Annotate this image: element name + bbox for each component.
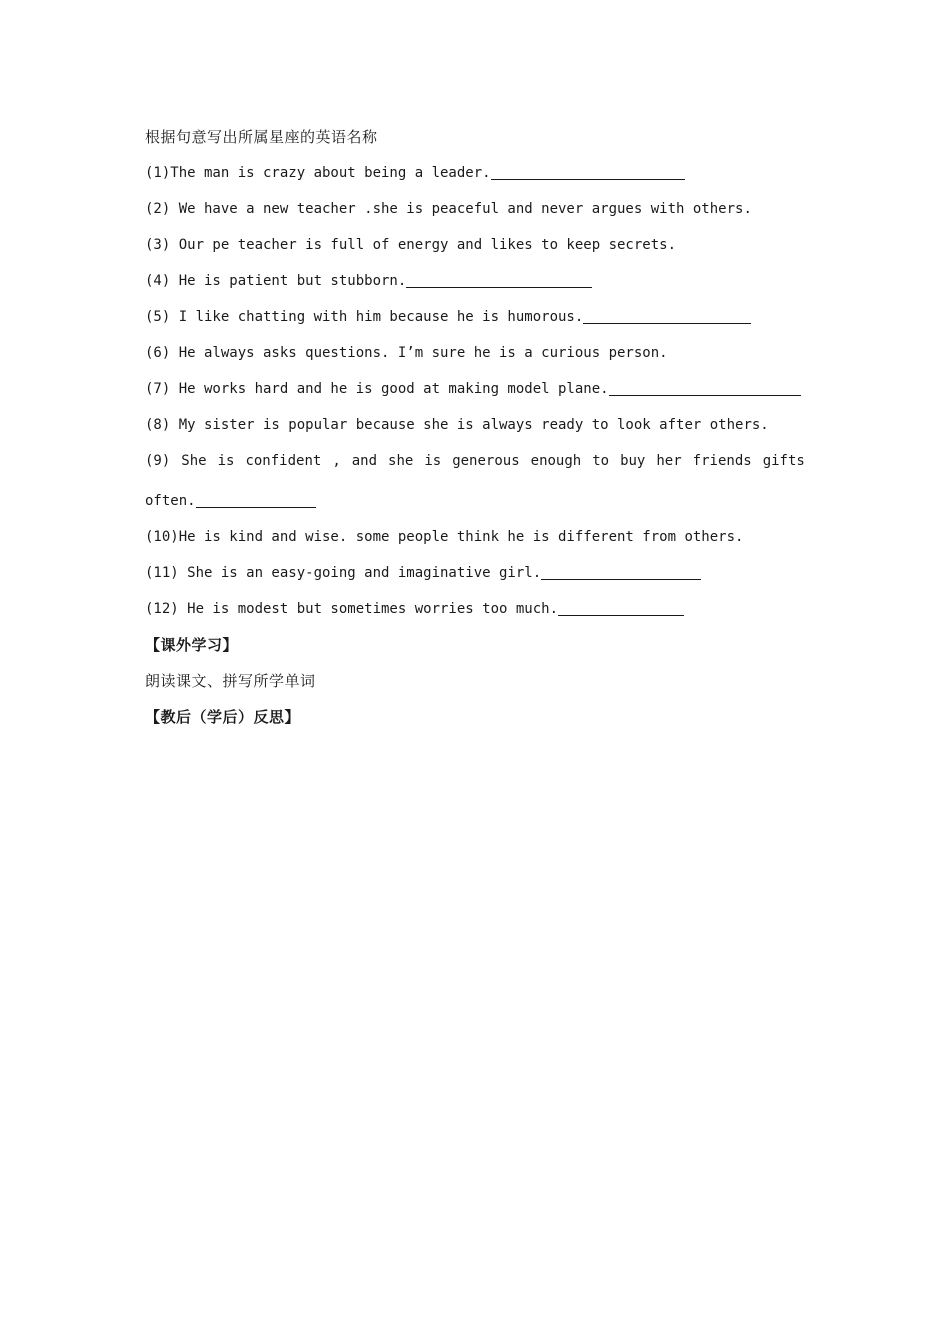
exercise-word: gifts [762,453,805,469]
exercise-word: friends [692,453,752,469]
exercise-word: is [424,453,442,469]
exercise-word: generous [452,453,520,469]
exercise-text: (6) He always asks questions. I’m sure he is a curious person. [145,345,668,361]
exercise-text: (7) He works hard and he is good at making model plane. [145,381,609,397]
exercise-text: (11) She is an easy-going and imaginative girl. [145,565,542,581]
exercise-text: (8) My sister is popular because she is always ready to look after others. [145,417,769,433]
exercise-item-3 [145,230,825,266]
answer-blank[interactable] [541,565,701,580]
exercise-word: She [181,453,207,469]
section-heading-reflection: 【教后（学后）反思】 [145,708,301,726]
exercise-text: (12) He is modest but sometimes worries too much. [145,601,559,617]
exercise-item-4 [145,266,825,302]
exercise-word: , [332,453,341,469]
answer-blank[interactable] [406,273,592,288]
exercise-text: (2) We have a new teacher .she is peaceful and never argues with others. [145,201,752,217]
exercise-word: she [388,453,414,469]
exercise-item-9 [145,446,805,486]
exercise-text: often. [145,493,196,509]
exercise-item-12 [145,594,825,630]
answer-blank[interactable] [558,601,684,616]
exercise-word: and [351,453,378,469]
exercise-word: her [656,453,682,469]
exercise-text: (1)The man is crazy about being a leader. [145,165,491,181]
exercise-item-7 [145,374,825,410]
exercise-text: (3) Our pe teacher is full of energy and likes to keep secrets. [145,237,677,253]
exercise-item-8 [145,410,825,446]
exercise-word: to [592,453,610,469]
exercise-item-6 [145,338,825,374]
exercise-item-5 [145,302,825,338]
instruction-text: 根据句意写出所属星座的英语名称 [145,128,378,146]
exercise-item-10 [145,522,825,558]
section-heading-extracurricular: 【课外学习】 [145,636,239,654]
exercise-word: enough [530,453,582,469]
answer-blank[interactable] [491,165,685,180]
exercise-text: (5) I like chatting with him because he is humorous. [145,309,584,325]
exercise-word: (9) [145,453,171,469]
exercise-text: (4) He is patient but stubborn. [145,273,407,289]
exercise-word: confident [245,453,322,469]
exercise-item-1 [145,158,825,194]
exercise-item-2 [145,194,825,230]
exercise-word: is [217,453,235,469]
answer-blank[interactable] [609,381,801,396]
exercise-text: (10)He is kind and wise. some people think he is different from others. [145,529,744,545]
answer-blank[interactable] [583,309,751,324]
extracurricular-task: 朗读课文、拼写所学单词 [145,672,316,690]
answer-blank[interactable] [196,493,316,508]
worksheet [145,122,825,738]
exercise-word: buy [620,453,646,469]
exercise-item-11 [145,558,825,594]
exercise-item-9-continued [145,486,825,522]
